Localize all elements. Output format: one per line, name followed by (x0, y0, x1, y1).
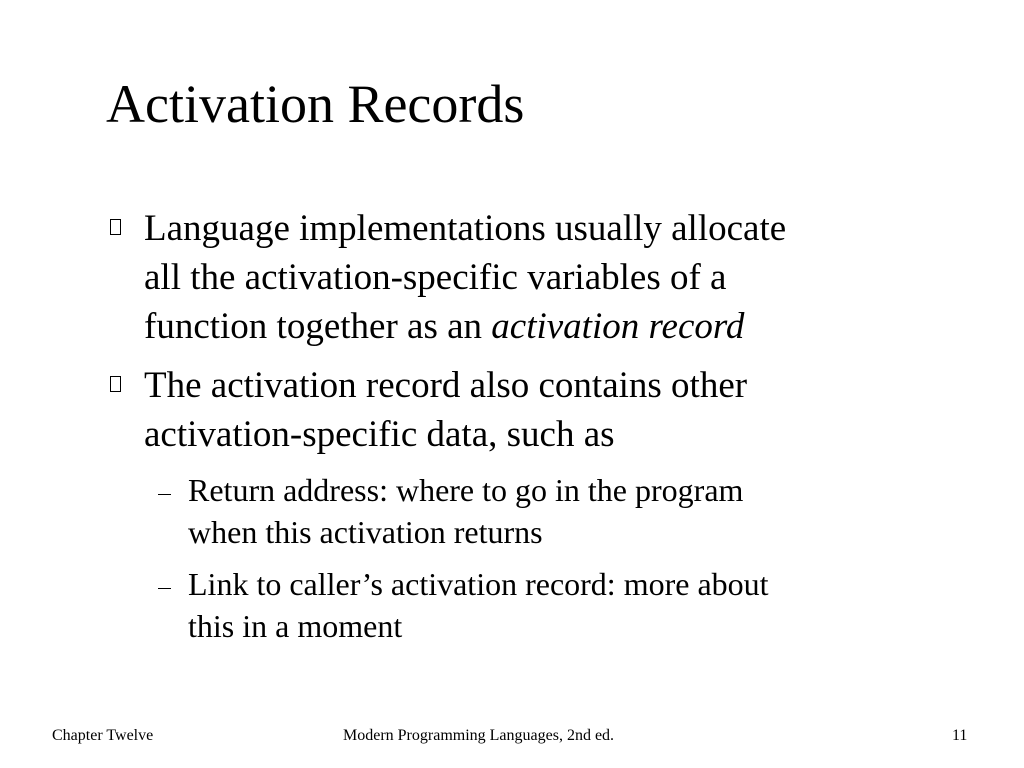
bullet-item (106, 204, 986, 351)
sub-bullet-item (106, 469, 986, 553)
sub-bullet-item (106, 563, 986, 647)
sub-bullet-line: when this activation returns (188, 514, 543, 550)
sub-bullet-line: Link to caller’s activation record: more about (188, 566, 769, 602)
sub-bullet-line: Return address: where to go in the program (188, 472, 744, 508)
footer-chapter: Chapter Twelve (52, 727, 154, 744)
sub-bullet-text (188, 563, 986, 647)
bullet-line: Language implementations usually allocate (144, 208, 787, 249)
dash-icon (158, 494, 171, 495)
bullet-line (144, 302, 986, 351)
bullet-line: activation-specific data, such as (144, 414, 615, 455)
sub-bullet-list (106, 469, 986, 647)
square-bullet-icon (110, 219, 121, 235)
bullet-line: The activation record also contains other (144, 365, 748, 406)
square-bullet-icon (110, 376, 121, 392)
emphasized-term: activation record (491, 306, 745, 347)
bullet-line: all the activation-specific variables of a (144, 257, 727, 298)
dash-icon (158, 588, 171, 589)
bullet-text (144, 361, 986, 459)
bullet-item (106, 361, 986, 459)
slide-title: Activation Records (106, 74, 525, 134)
sub-bullet-text (188, 469, 986, 553)
bullet-line-text: function together as an (144, 306, 492, 347)
bullet-text (144, 204, 986, 351)
bullet-list (106, 204, 986, 657)
footer-book-title: Modern Programming Languages, 2nd ed. (343, 727, 615, 744)
sub-bullet-line: this in a moment (188, 608, 403, 644)
footer-page-number: 11 (952, 727, 968, 744)
